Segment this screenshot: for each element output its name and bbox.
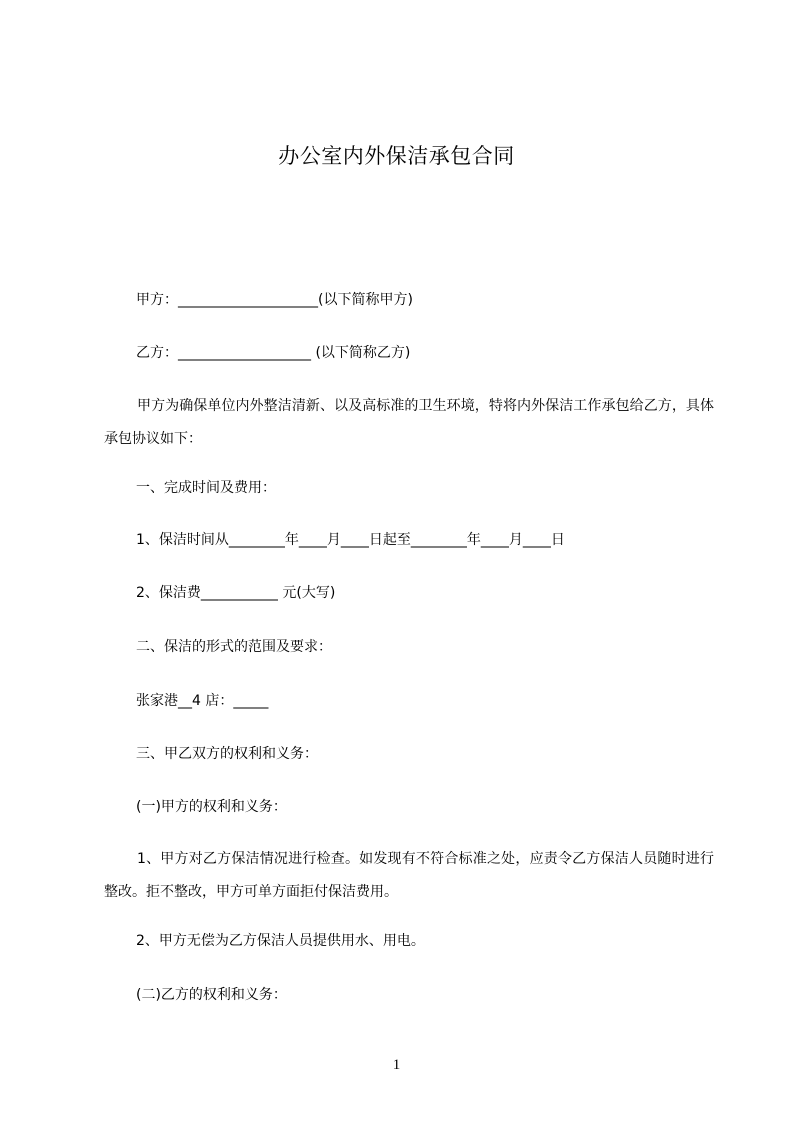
party-b-rights-heading: (二)乙方的权利和义务： <box>136 987 287 1003</box>
section-2-heading: 二、保洁的形式的范围及要求： <box>136 639 332 655</box>
service-period-line: 1、保洁时间从________年____月____日起至________年____月____日 <box>136 532 565 548</box>
store-line: 张家港__4 店：_____ <box>136 693 269 709</box>
section-3-heading: 三、甲乙双方的权利和义务： <box>136 746 318 762</box>
page-number: 1 <box>392 1057 401 1073</box>
intro-paragraph: 甲方为确保单位内外整洁清新、以及高标准的卫生环境，特将内外保洁工作承包给乙方，具体承包协议如下： <box>104 398 714 447</box>
party-a-rights-heading: (一)甲方的权利和义务： <box>136 799 287 815</box>
cleaning-fee-line: 2、保洁费___________ 元(大写) <box>136 585 336 601</box>
party-a-item-2: 2、甲方无偿为乙方保洁人员提供用水、用电。 <box>136 933 425 949</box>
party-b-line: 乙方：___________________ (以下简称乙方) <box>136 345 411 361</box>
section-1-heading: 一、完成时间及费用： <box>136 480 276 496</box>
party-a-item-1: 1、甲方对乙方保洁情况进行检查。如发现有不符合标准之处，应责令乙方保洁人员随时进行整改。拒不整改，甲方可单方面拒付保洁费用。 <box>104 851 714 900</box>
document-title: 办公室内外保洁承包合同 <box>278 144 515 168</box>
party-a-line: 甲方：____________________(以下简称甲方) <box>136 292 413 308</box>
